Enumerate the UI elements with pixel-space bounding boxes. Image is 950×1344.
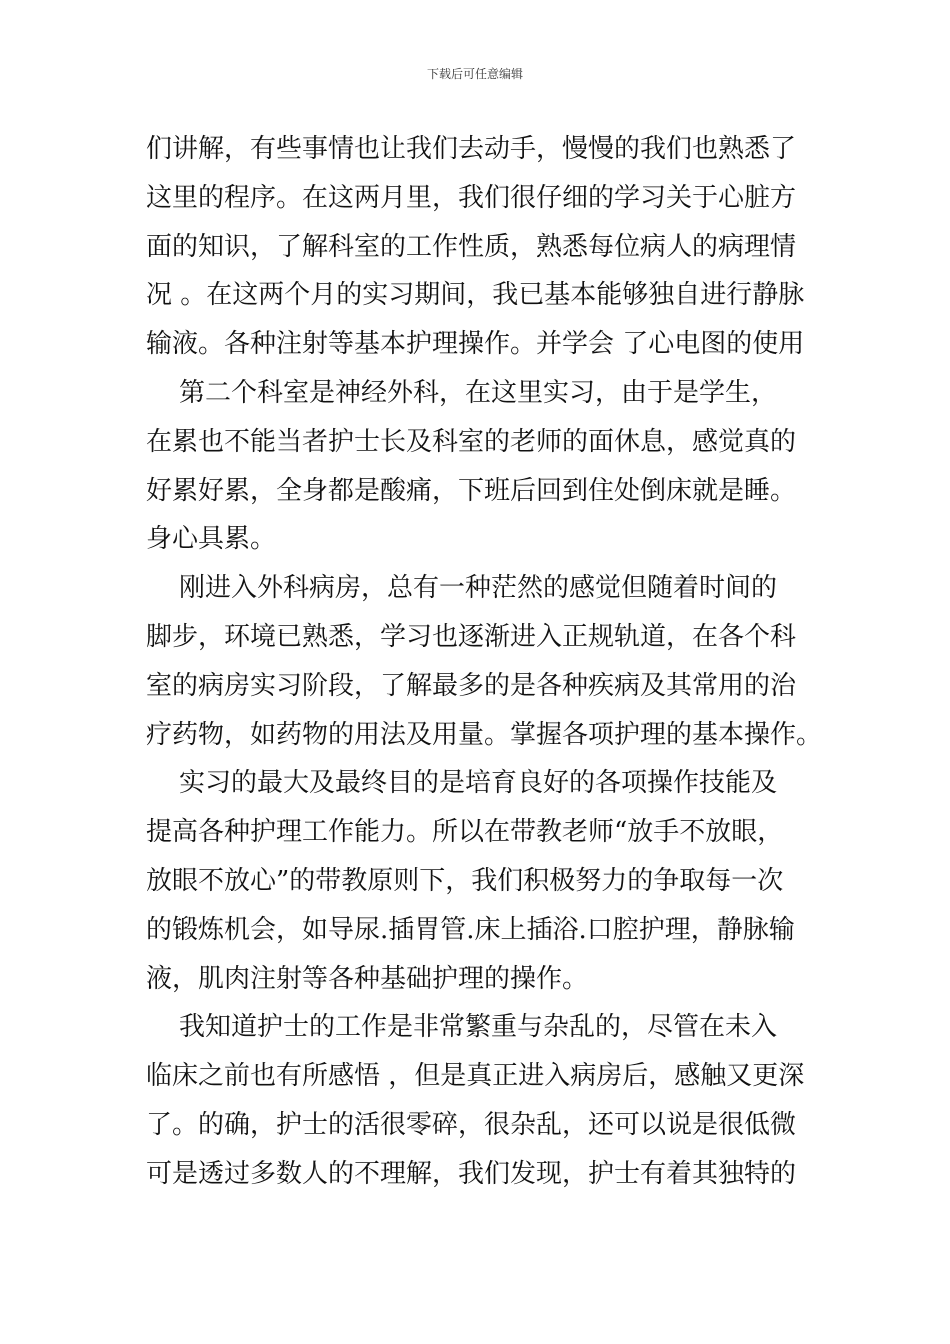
text-line: 疗药物，如药物的用法及用量。掌握各项护理的基本操作。 bbox=[146, 719, 823, 750]
text-line: 的锻炼机会，如导尿.插胃管.床上插浴.口腔护理，静脉输 bbox=[146, 914, 795, 945]
text-line: 们讲解，有些事情也让我们去动手，慢慢的我们也熟悉了 bbox=[146, 134, 797, 164]
text-line: 这里的程序。在这两月里，我们很仔细的学习关于心脏方 bbox=[146, 182, 797, 213]
document-body bbox=[146, 125, 823, 1199]
text-line: 刚进入外科病房，总有一种茫然的感觉但随着时间的 bbox=[146, 573, 778, 604]
text-line: 了。的确，护士的活很零碎，很杂乱，还可以说是很低微 bbox=[146, 1109, 797, 1140]
text-line: 我知道护士的工作是非常繁重与杂乱的，尽管在未入 bbox=[146, 1012, 778, 1043]
text-line: 可是透过多数人的不理解，我们发现，护士有着其独特的 bbox=[146, 1158, 797, 1189]
text-line: 液，肌肉注射等各种基础护理的操作。 bbox=[146, 963, 589, 994]
text-line: 面的知识，了解科室的工作性质，熟悉每位病人的病理情 bbox=[146, 231, 797, 262]
text-line: 况 。在这两个月的实习期间，我已基本能够独自进行静脉 bbox=[146, 280, 805, 311]
page-header: 下载后可任意编辑 bbox=[426, 67, 523, 81]
text-line: 室的病房实习阶段，了解最多的是各种疾病及其常用的治 bbox=[146, 670, 797, 701]
text-line: 身心具累。 bbox=[146, 524, 277, 555]
text-line: 好累好累，全身都是酸痛，下班后回到住处倒床就是睡。 bbox=[146, 475, 797, 506]
text-line: 脚步，环境已熟悉，学习也逐渐进入正规轨道，在各个科 bbox=[146, 621, 797, 652]
text-line: 提高各种护理工作能力。所以在带教老师“放手不放眼， bbox=[146, 817, 784, 848]
text-line: 放眼不放心”的带教原则下，我们积极努力的争取每一次 bbox=[146, 865, 784, 896]
text-line: 输液。各种注射等基本护理操作。并学会 了心电图的使用 bbox=[146, 329, 805, 360]
text-line: 临床之前也有所感悟 ，但是真正进入病房后，感触又更深 bbox=[146, 1061, 805, 1092]
text-line: 第二个科室是神经外科，在这里实习，由于是学生， bbox=[146, 377, 778, 408]
text-line: 实习的最大及最终目的是培育良好的各项操作技能及 bbox=[146, 768, 778, 799]
text-line: 在累也不能当者护士长及科室的老师的面休息，感觉真的 bbox=[146, 426, 797, 457]
